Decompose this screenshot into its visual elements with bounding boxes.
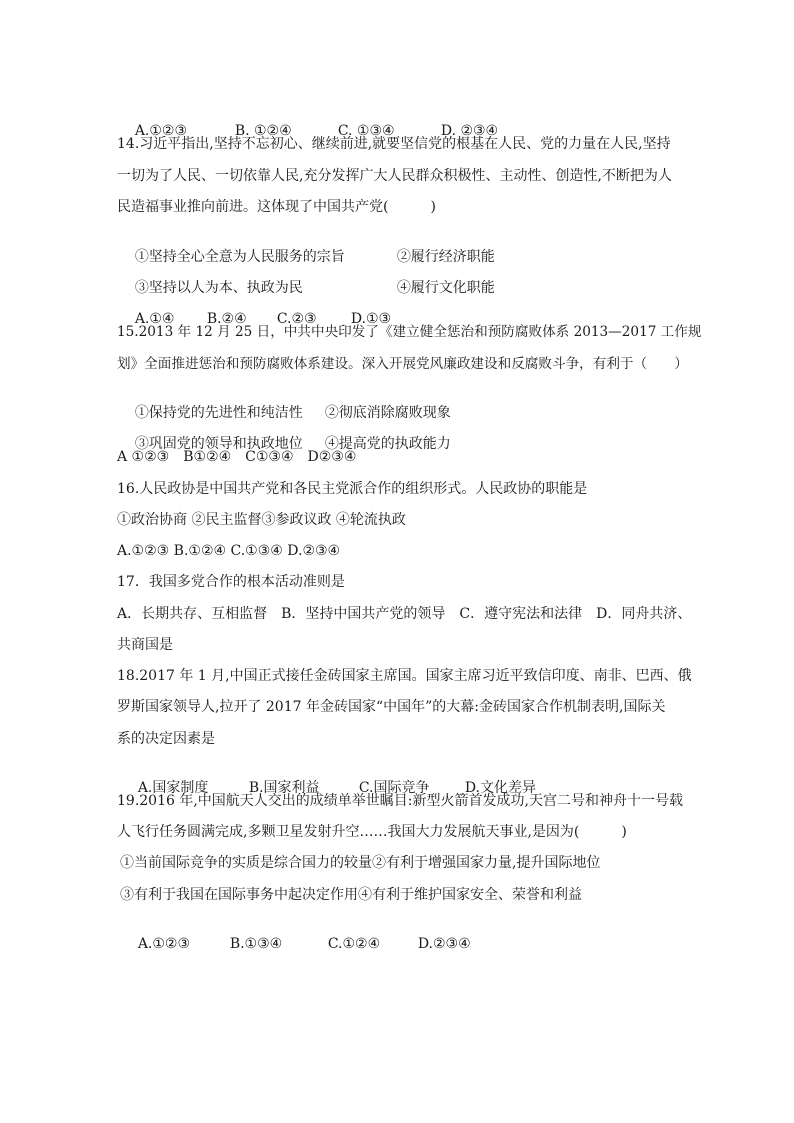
q13-option-a: A.①②③ [134, 123, 188, 139]
q13-option-b: B. ①②④ [234, 123, 292, 139]
q18-option-d: D.文化差异 [464, 780, 536, 796]
q14-option-c: C.②③ [276, 311, 317, 327]
q19-options [120, 917, 471, 971]
q14-item-2: ②履行经济职能 [396, 249, 495, 265]
q15-item-2: ②彻底消除腐败现象 [324, 405, 451, 421]
q13-option-d: D. ②③④ [440, 123, 499, 139]
q16-items: ①政治协商 ②民主监督③参政议政 ④轮流执政 [117, 512, 406, 528]
q19-option-a: A.①②③ [137, 936, 191, 952]
q18-stem-line-1: 18.2017 年 1 月,中国正式接任金砖国家主席国。国家主席习近平致信印度、南非、巴西、俄 [117, 668, 692, 684]
q15-item-1: ①保持党的先进性和纯洁性 [134, 405, 303, 421]
q13-option-c: C. ①③④ [337, 123, 395, 139]
q14-option-d: D.①③ [350, 311, 392, 327]
q19-option-b: B.①③④ [229, 936, 283, 952]
q14-stem-line-2: 一切为了人民、一切依靠人民,充分发挥广大人民群众积极性、主动性、创造性,不断把为人 [117, 168, 672, 184]
q14-item-4: ④履行文化职能 [396, 280, 495, 296]
q14-stem-line-3: 民造福事业推向前进。这体现了中国共产党( ) [117, 199, 436, 215]
q14-option-a: A.①④ [134, 311, 175, 327]
q17-options-line-1: A．长期共存、互相监督 B．坚持中国共产党的领导 C．遵守宪法和法律 D．同舟共济、 [117, 606, 692, 622]
q17-stem: 17．我国多党合作的根本活动准则是 [117, 574, 345, 590]
q14-item-1: ①坚持全心全意为人民服务的宗旨 [134, 249, 345, 265]
q19-stem-line-2: 人飞行任务圆满完成,多颗卫星发射升空……我国大力发展航天事业,是因为( ) [117, 824, 627, 840]
q15-item-3: ③巩固党的领导和执政地位 [134, 436, 303, 452]
q15-stem-line-1: 15.2013 年 12 月 25 日，中共中央印发了《建立健全惩治和预防腐败体系 2013—2017 工作规 [117, 324, 702, 340]
q18-option-b: B.国家利益 [248, 780, 320, 796]
q14-stem-line-1: 14.习近平指出,坚持不忘初心、继续前进,就要坚信党的根基在人民、党的力量在人民,坚持 [117, 136, 671, 152]
q16-stem: 16.人民政协是中国共产党和各民主党派合作的组织形式。人民政协的职能是 [117, 481, 588, 497]
q14-item-3: ③坚持以人为本、执政为民 [134, 280, 303, 296]
q14-option-b: B.②④ [206, 311, 247, 327]
q17-options-line-2: 共商国是 [117, 637, 173, 653]
q15-stem-line-2: 划》全面推进惩治和预防腐败体系建设。深入开展党风廉政建设和反腐败斗争，有利于（ ） [117, 356, 688, 372]
q19-stem-line-1: 19.2016 年,中国航天人交出的成绩单举世瞩目:新型火箭首发成功,天宫二号和神舟十一号载 [117, 793, 683, 809]
q19-option-d: D.②③④ [417, 936, 471, 952]
q15-item-4: ④提高党的执政能力 [324, 436, 451, 452]
q15-options: A ①②③ B①②④ C①③④ D②③④ [117, 449, 357, 465]
q16-options: A.①②③ B.①②④ C.①③④ D.②③④ [117, 543, 341, 559]
q18-option-c: C.国际竞争 [358, 780, 430, 796]
q18-stem-line-3: 系的决定因素是 [117, 731, 215, 747]
q18-option-a: A.国家制度 [137, 780, 209, 796]
q18-stem-line-2: 罗斯国家领导人,拉开了 2017 年金砖国家“中国年”的大幕:金砖国家合作机制表明,国际关 [117, 699, 666, 715]
q19-items-line-1: ①当前国际竞争的实质是综合国力的较量②有利于增强国家力量,提升国际地位 [120, 855, 601, 871]
q19-option-c: C.①②④ [327, 936, 381, 952]
q19-items-line-2: ③有利于我国在国际事务中起决定作用④有利于维护国家安全、荣誉和利益 [120, 887, 582, 903]
